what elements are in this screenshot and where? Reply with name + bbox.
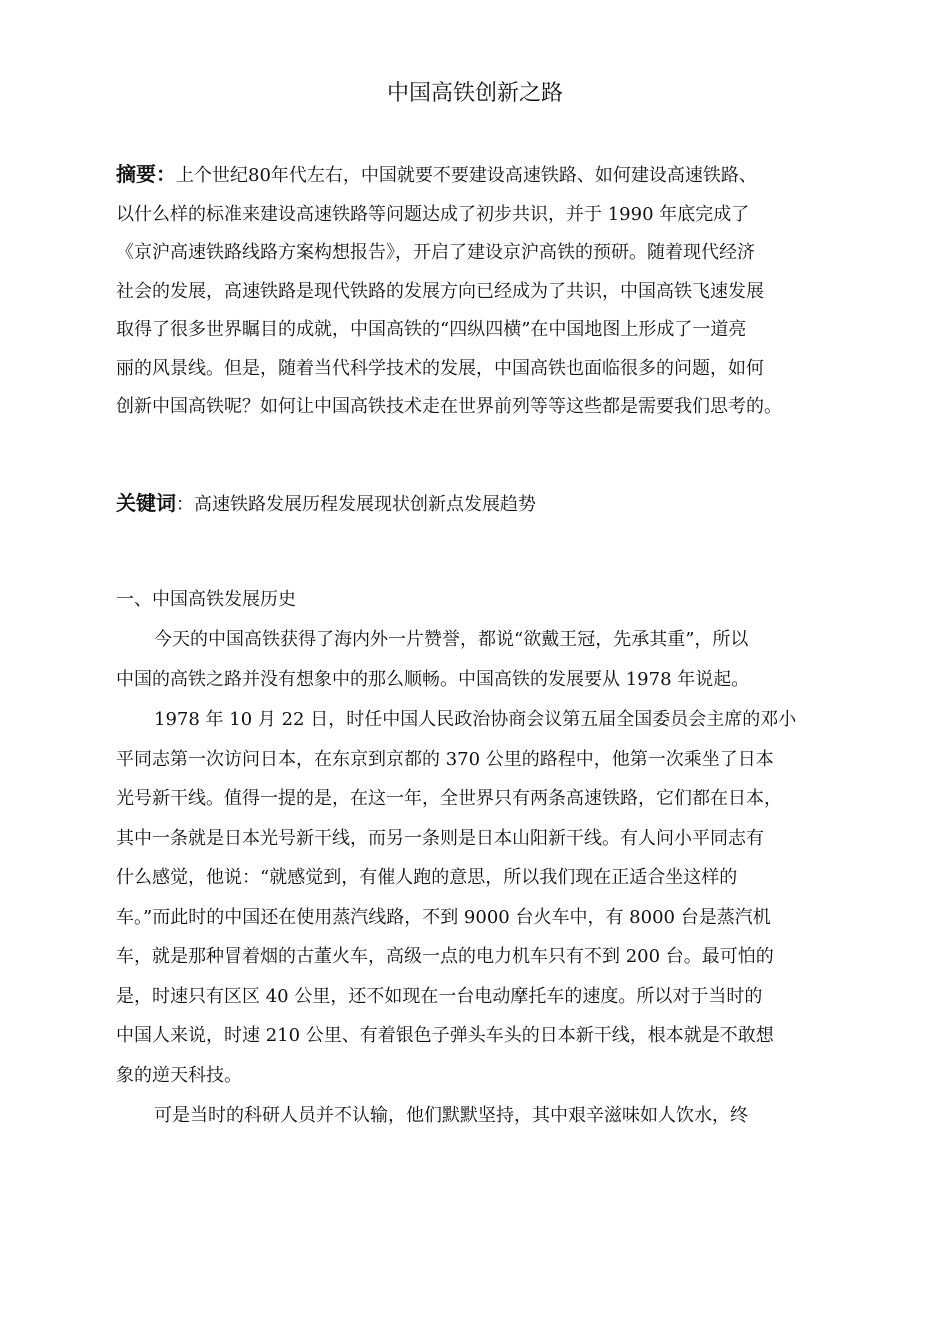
paragraph-line: 光号新干线。值得一提的是，在这一年，全世界只有两条高速铁路，它们都在日本， [116,788,782,809]
paragraph-line: 今天的中国高铁获得了海内外一片赞誉，都说“欲戴王冠，先承其重”，所以 [154,629,749,650]
body-paragraph [116,700,861,1095]
abstract-text: 上个世纪80年代左右，中国就要不要建设高速铁路、如何建设高速铁路、 [176,165,757,186]
paragraph-line: 中国的高铁之路并没有想象中的那么顺畅。中国高铁的发展要从 1978 年说起。 [116,668,750,690]
section-heading: 一、中国高铁发展历史 [116,589,296,610]
keywords-text: 高速铁路发展历程发展现状创新点发展趋势 [194,494,536,515]
abstract-block [116,155,861,427]
paragraph-line: 车，就是那种冒着烟的古董火车，高级一点的电力机车只有不到 200 台。最可怕的 [116,946,774,967]
abstract-line: 社会的发展，高速铁路是现代铁路的发展方向已经成为了共识，中国高铁飞速发展 [116,280,764,302]
abstract-line [116,155,861,196]
keywords-separator: ： [176,494,194,515]
body-paragraph [116,1096,861,1136]
keywords-block [116,487,536,521]
paragraph-line: 1978 年 10 月 22 日，时任中国人民政治协商会议第五届全国委员会主席的邓小 [154,709,797,730]
abstract-line: 丽的风景线。但是，随着当代科学技术的发展，中国高铁也面临很多的问题，如何 [116,357,764,379]
paragraph-line: 什么感觉，他说：“就感觉到，有催人跑的意思，所以我们现在正适合坐这样的 [116,867,738,888]
paragraph-line: 其中一条就是日本光号新干线，而另一条则是日本山阳新干线。有人问小平同志有 [116,827,764,849]
paragraph-line: 车。”而此时的中国还在使用蒸汽线路，不到 9000 台火车中，有 8000 台是蒸汽机 [116,906,771,928]
body-paragraph [116,620,861,699]
abstract-line: 以什么样的标准来建设高速铁路等问题达成了初步共识，并于 1990 年底完成了 [116,203,750,225]
paragraph-line: 平同志第一次访问日本，在东京到京都的 370 公里的路程中，他第一次乘坐了日本 [116,748,774,770]
paragraph-line: 是，时速只有区区 40 公里，还不如现在一台电动摩托车的速度。所以对于当时的 [116,985,763,1007]
paragraph-line: 可是当时的科研人员并不认输，他们默默坚持，其中艰辛滋味如人饮水，终 [154,1105,748,1126]
paragraph-line: 象的逆天科技。 [116,1064,242,1086]
abstract-line: 取得了很多世界瞩目的成就，中国高铁的“四纵四横”在中国地图上形成了一道亮 [116,319,747,340]
abstract-line: 创新中国高铁呢？如何让中国高铁技术走在世界前列等等这些都是需要我们思考的。 [116,396,782,417]
abstract-label: 摘要： [116,162,176,186]
document-title: 中国高铁创新之路 [386,81,563,106]
keywords-label: 关键词 [116,491,176,515]
paragraph-line: 中国人来说，时速 210 公里、有着银色子弹头车头的日本新干线，根本就是不敢想 [116,1025,774,1046]
abstract-line: 《京沪高速铁路线路方案构想报告》，开启了建设京沪高铁的预研。随着现代经济 [116,242,755,263]
